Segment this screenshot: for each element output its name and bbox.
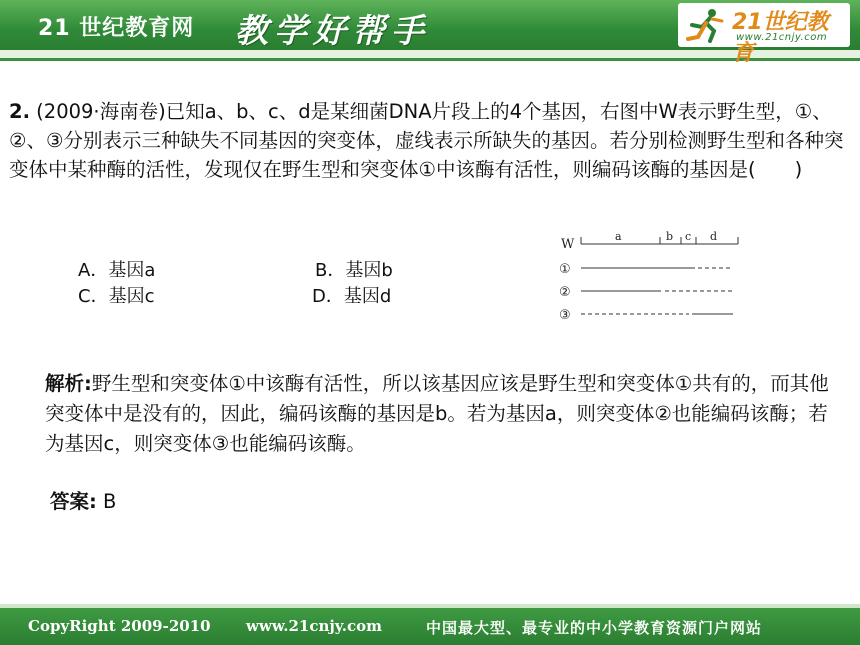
gene-label-c: c [685,230,692,243]
choice-a[interactable]: A．基因a [78,260,156,281]
choice-d[interactable]: D．基因d [312,286,392,307]
w-label: W [561,237,575,252]
site-name: 21 世纪教育网 [38,16,195,41]
footer-tagline: 中国最大型、最专业的中小学教育资源门户网站 [426,619,763,637]
header-underline [0,50,860,58]
answer [50,486,116,514]
answer-value: B [96,490,117,513]
row-label-2: ② [559,285,571,300]
gene-label-b: b [666,230,674,243]
site-logo[interactable] [678,3,850,66]
analysis-body: 野生型和突变体①中该酶有活性，所以该基因应该是野生型和突变体①共有的，而其他突变体中是没有的，因此，编码该酶的基因是b。若为基因a，则突变体②也能编码该酶；若为基因c，则突变体③也能编码该酶。 [45,372,829,455]
gene-label-a: a [615,230,622,243]
analysis-prefix: 解析: [45,372,92,395]
logo-text: 21世纪教育 [732,10,829,66]
question-text [9,97,851,184]
row-label-1: ① [559,262,571,277]
question-body: (2009·海南卷)已知a、b、c、d是某细菌DNA片段上的4个基因，右图中W表示野生型，①、②、③分别表示三种缺失不同基因的突变体，虚线表示所缺失的基因。若分别检测野生型和各种突变体中某种酶的活性，发现仅在野生型和突变体①中该酶有活性，则编码该酶的基因是( ) [9,100,844,181]
analysis-text [45,369,835,459]
gene-deletion-diagram [555,226,755,326]
slogan: 教学好帮手 [235,11,430,50]
choice-c[interactable]: C．基因c [78,286,155,307]
footer-copyright: CopyRight 2009-2010 [28,617,211,635]
question-number: 2. [9,100,30,123]
header-divider [0,58,860,61]
choice-b[interactable]: B．基因b [315,260,393,281]
row-label-3: ③ [559,308,571,323]
runner-icon [684,7,730,43]
answer-prefix: 答案: [50,490,97,513]
footer-url[interactable]: www.21cnjy.com [246,617,383,635]
logo-url: www.21cnjy.com [736,32,828,43]
gene-label-d: d [710,230,718,243]
